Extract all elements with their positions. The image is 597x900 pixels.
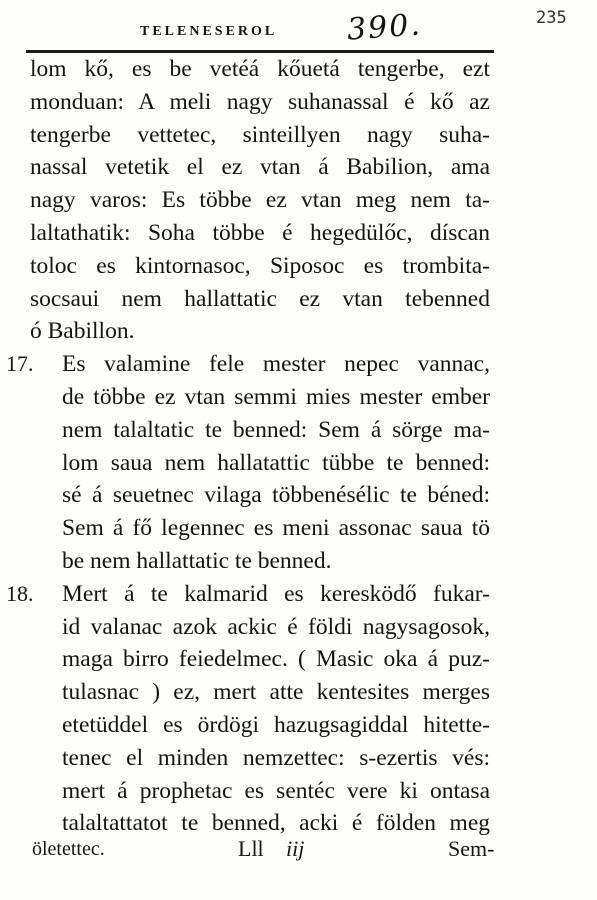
text-line: etetüddel es ördögi hazugsagiddal hitette- xyxy=(62,712,490,738)
text-line: be nem hallattatic te benned. xyxy=(62,548,332,574)
text-line: tulasnac ) ez, mert atte kentesites merges xyxy=(62,679,490,705)
handwritten-folio-number: 390. xyxy=(345,7,423,48)
text-line: nassal vetetik el ez vtan á Babilion, ama xyxy=(30,154,490,180)
text-line: id valanac azok ackic é földi nagysagosok, xyxy=(62,614,490,640)
last-text-line: öletettec. xyxy=(32,838,105,860)
text-line: lom kő, es be vetéá kőuetá tengerbe, ezt xyxy=(30,56,490,82)
text-line: Sem á fő legennec es meni assonac saua tö xyxy=(62,515,490,541)
text-line: toloc es kintornasoc, Siposoc es trombita- xyxy=(30,253,490,279)
text-line: Es valamine fele mester nepec vannac, xyxy=(62,351,490,377)
text-line: socsaui nem hallattatic ez vtan tebenned xyxy=(30,286,490,312)
text-line: mert á prophetac es sentéc vere ki ontasa xyxy=(62,778,490,804)
text-line: nem talaltatic te benned: Sem á sörge ma- xyxy=(62,417,490,443)
text-line: monduan: A meli nagy suhanassal é kő az xyxy=(30,89,490,115)
verse-number: 17. xyxy=(6,351,34,376)
text-line: nagy varos: Es többe ez vtan meg nem ta- xyxy=(30,187,490,213)
text-line: lom saua nem hallatattic tübbe te benned: xyxy=(62,450,490,476)
running-head: TELENESEROL xyxy=(140,24,278,39)
signature-number: iij xyxy=(286,836,305,861)
text-line: sé á seuetnec vilaga többenésélic te béned: xyxy=(62,482,490,508)
margin-folio-number: 235 xyxy=(536,8,567,28)
text-line: ó Babillon. xyxy=(30,318,135,344)
text-line: tengerbe vettetec, sinteillyen nagy suha- xyxy=(30,122,490,148)
text-line: maga birro feiedelmec. ( Masic oka á puz- xyxy=(62,646,490,672)
catchword: Sem- xyxy=(448,836,495,861)
signature-mark: Lll xyxy=(238,836,264,861)
page-footer xyxy=(0,832,597,866)
verse-number: 18. xyxy=(6,581,34,606)
text-line: tenec el minden nemzettec: s-ezertis vés: xyxy=(62,745,490,771)
text-line: Mert á te kalmarid es keresködő fukar- xyxy=(62,581,490,607)
text-line: talaltattatot te benned, acki é földen meg xyxy=(62,810,490,836)
text-line: de többe ez vtan semmi mies mester ember xyxy=(62,384,490,410)
text-line: laltathatik: Soha többe é hegedülőc, díscan xyxy=(30,220,490,246)
